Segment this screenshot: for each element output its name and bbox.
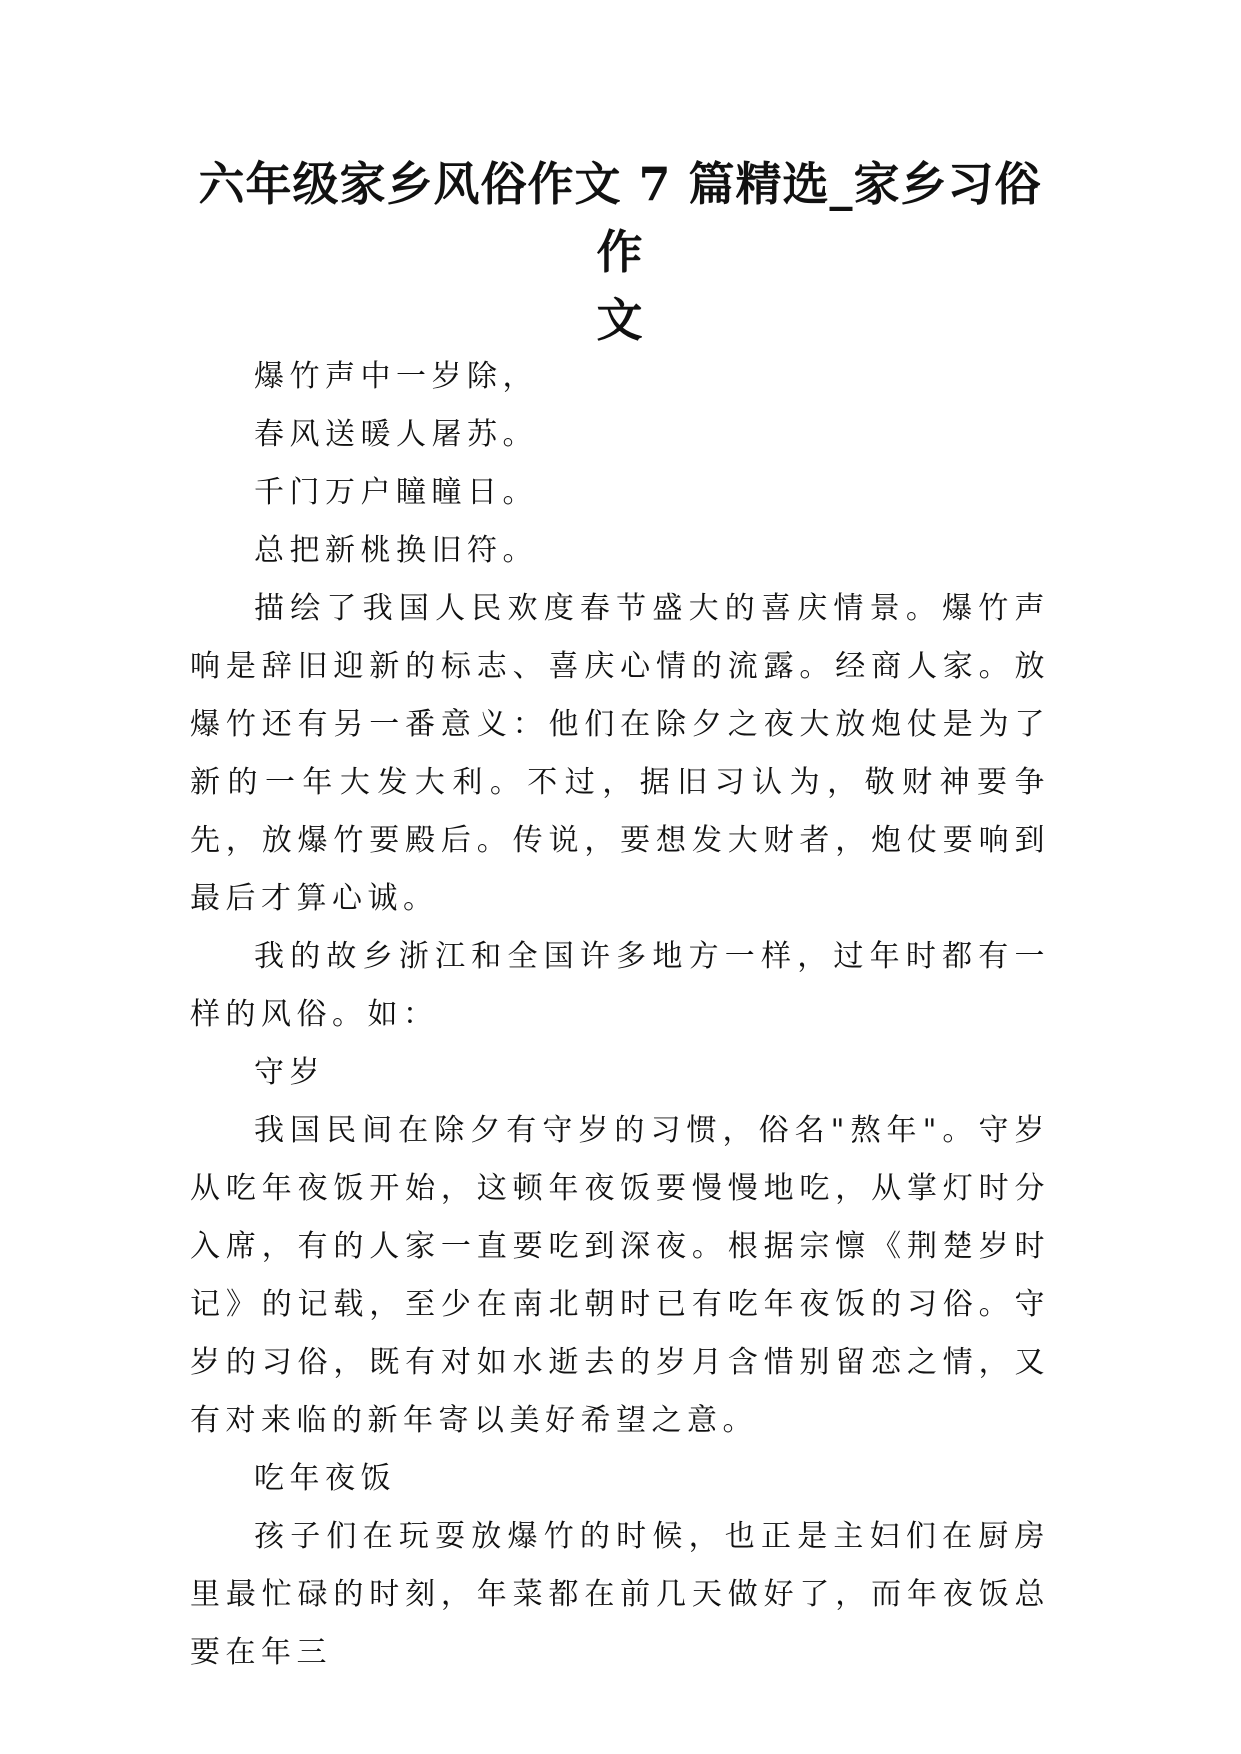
document-title (190, 150, 1050, 354)
paragraph-firecrackers: 描绘了我国人民欢度春节盛大的喜庆情景。爆竹声响是辞旧迎新的标志、喜庆心情的流露。经商人家。放爆竹还有另一番意义：他们在除夕之夜大放炮仗是为了新的一年大发大利。不过，据旧习认为，敬财神要争先，放爆竹要殿后。传说，要想发大财者，炮仗要响到最后才算心诚。 (190, 591, 1050, 916)
paragraph-shousui: 我国民间在除夕有守岁的习惯，俗名"熬年"。守岁从吃年夜饭开始，这顿年夜饭要慢慢地吃，从掌灯时分入席，有的人家一直要吃到深夜。根据宗懔《荆楚岁时记》的记载，至少在南北朝时已有吃年夜饭的习俗。守岁的习俗，既有对如水逝去的岁月含惜别留恋之情，又有对来临的新年寄以美好希望之意。 (190, 1113, 1050, 1438)
section-heading-nianyefan: 吃年夜饭 (254, 1461, 396, 1496)
poem-line-1: 爆竹声中一岁除， (254, 359, 538, 394)
paragraph-nianyefan: 孩子们在玩耍放爆竹的时候，也正是主妇们在厨房里最忙碌的时刻，年菜都在前几天做好了，而年夜饭总要在年三 (190, 1519, 1050, 1670)
poem-line-4: 总把新桃换旧符。 (254, 533, 538, 568)
document-body (190, 348, 1050, 1682)
poem-line-2: 春风送暖人屠苏。 (254, 417, 538, 452)
poem-line-3: 千门万户瞳瞳日。 (254, 475, 538, 510)
title-line-1: 六年级家乡风俗作文 7 篇精选_家乡习俗作 (198, 157, 1042, 279)
title-line-2: 文 (596, 293, 644, 347)
section-heading-shousui: 守岁 (254, 1055, 325, 1090)
paragraph-hometown: 我的故乡浙江和全国许多地方一样，过年时都有一样的风俗。如： (190, 939, 1050, 1032)
